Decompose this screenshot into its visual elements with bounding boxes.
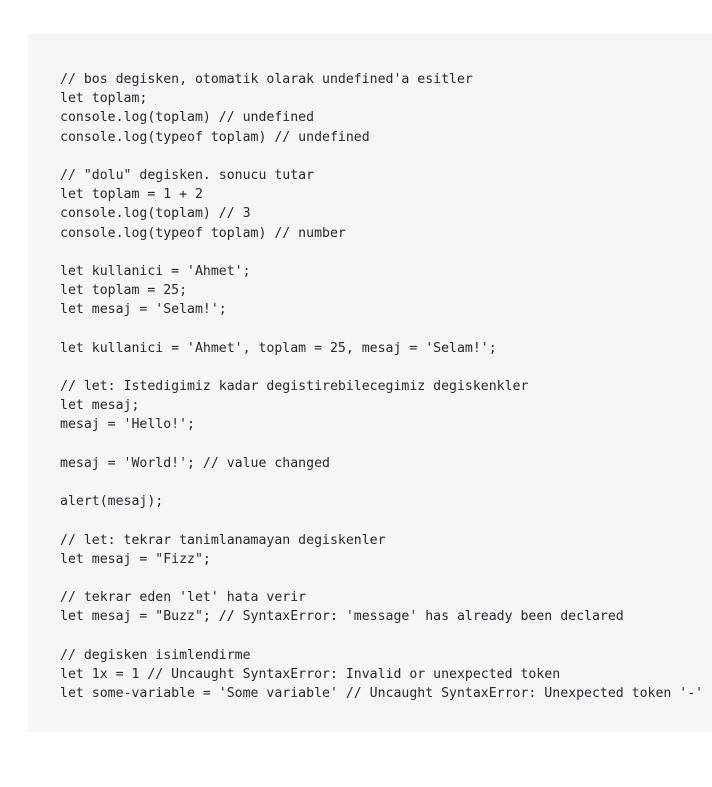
code-blank-line [60,319,712,338]
code-blank-line [60,473,712,492]
code-blank-line [60,358,712,377]
code-line: alert(mesaj); [60,494,164,510]
code-line: // "dolu" degisken. sonucu tutar [60,167,315,183]
code-block [28,34,712,732]
code-line: let mesaj = "Buzz"; // SyntaxError: 'message' has already been declared [60,609,624,625]
code-blank-line [60,511,712,530]
code-blank-line [60,626,712,645]
code-line: console.log(typeof toplam) // number [60,225,346,241]
code-line: let mesaj = "Fizz"; [60,551,211,567]
code-blank-line [60,435,712,454]
code-line: let toplam = 25; [60,283,188,299]
code-line: console.log(toplam) // undefined [60,110,315,126]
code-blank-line [60,243,712,262]
code-line: // degisken isimlendirme [60,647,251,663]
code-line: // let: Istedigimiz kadar degistirebilecegimiz degiskenkler [60,379,529,394]
code-line: // bos degisken, otomatik olarak undefined'a esitler [60,72,473,87]
code-line: console.log(typeof toplam) // undefined [60,129,370,145]
code-line: let kullanici = 'Ahmet', toplam = 25, mesaj = 'Selam!'; [60,340,497,356]
code-line: let mesaj = 'Selam!'; [60,302,227,318]
code-line: let 1x = 1 // Uncaught SyntaxError: Invalid or unexpected token [60,666,561,682]
code-blank-line [60,147,712,166]
code-line: let toplam = 1 + 2 [60,187,203,203]
code-line: let toplam; [60,91,148,107]
code-content [60,70,712,703]
code-line: // tekrar eden 'let' hata verir [60,590,307,606]
code-line: // let: tekrar tanimlanamayan degiskenler [60,532,386,548]
code-line: console.log(toplam) // 3 [60,206,251,222]
code-blank-line [60,569,712,588]
code-line: let some-variable = 'Some variable' // Uncaught SyntaxError: Unexpected token '-' [60,686,704,701]
code-line: let kullanici = 'Ahmet'; [60,263,251,279]
code-line: let mesaj; [60,398,140,414]
code-line: mesaj = 'Hello!'; [60,417,195,433]
code-line: mesaj = 'World!'; // value changed [60,455,330,471]
